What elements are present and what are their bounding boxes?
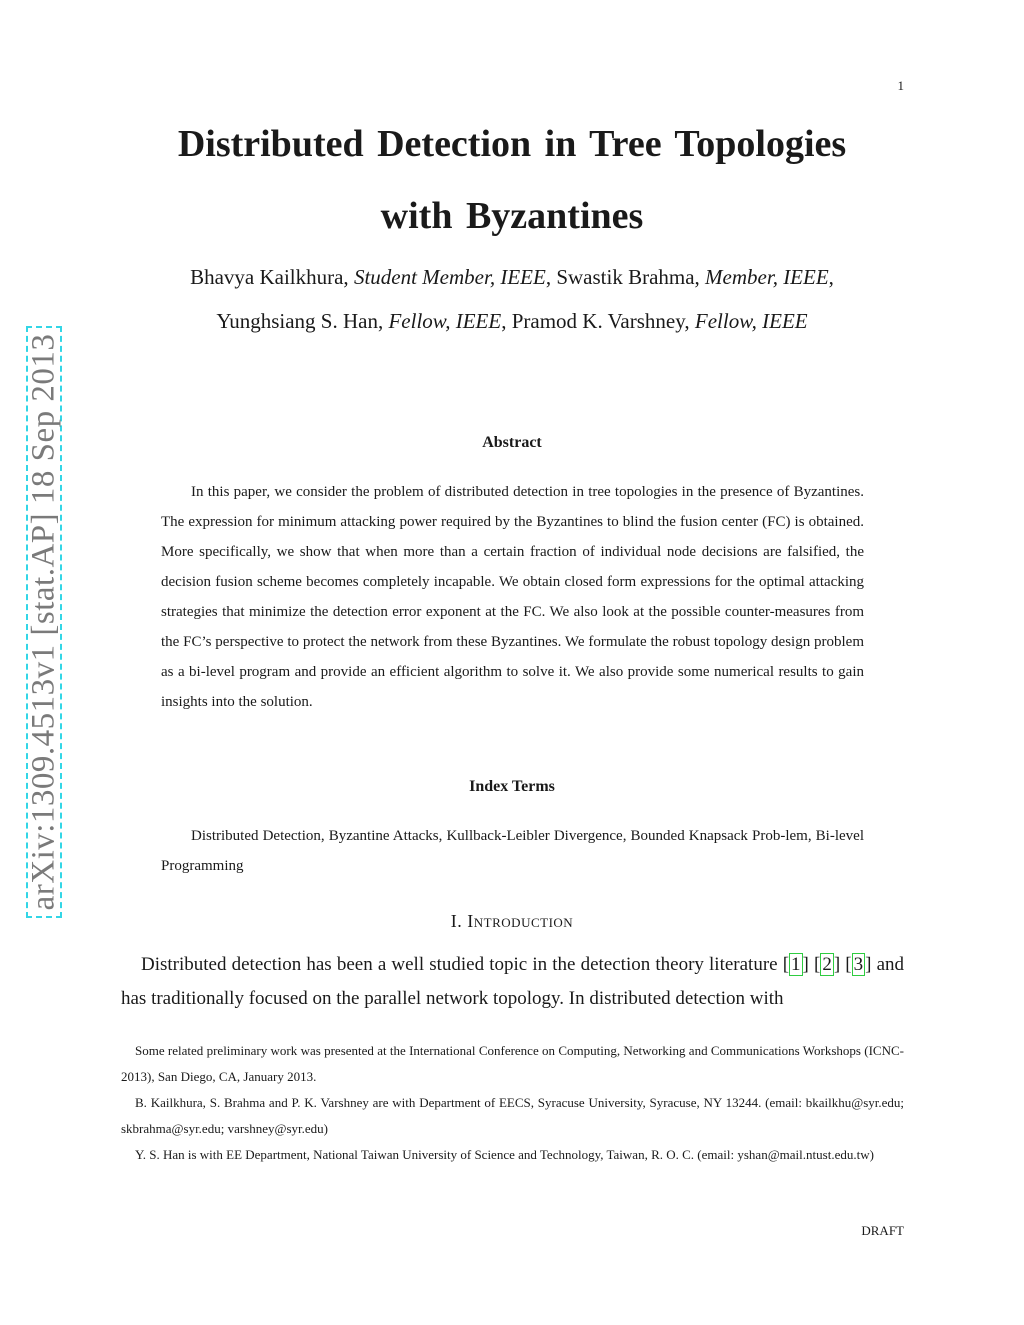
author-name: , Swastik Brahma, <box>545 265 706 289</box>
section-number: I. <box>450 911 468 931</box>
introduction-paragraph: Distributed detection has been a well studied topic in the detection theory literature [ 1 ] [ 2 ] [ 3 ] and has traditionally focused on the parallel network topology. In distributed detection with <box>121 954 904 1009</box>
draft-label: DRAFT <box>861 1223 904 1238</box>
author-membership: Fellow, IEEE <box>694 309 808 333</box>
page-number: 1 <box>897 78 904 93</box>
author-membership: Student Member, IEEE <box>353 265 546 289</box>
author-line-1 <box>120 255 904 299</box>
footnotes <box>121 1038 904 1168</box>
author-line-2 <box>120 299 904 343</box>
arxiv-identifier-stamp[interactable] <box>26 326 62 918</box>
section-title-initial: I <box>467 911 474 931</box>
author-membership: Fellow, IEEE <box>388 309 502 333</box>
introduction-text: and has traditionally focused on the parallel network topology. In distributed detection with <box>121 954 904 1009</box>
section-heading-introduction <box>120 911 904 932</box>
author-membership: Member, IEEE <box>705 265 829 289</box>
footnote-preliminary-work: Some related preliminary work was presented at the International Conference on Computing, Networking and Communications Workshops (ICNC-2013), San Diego, CA, January 2013. <box>121 1043 904 1084</box>
footnote-affiliation-syracuse: B. Kailkhura, S. Brahma and P. K. Varshney are with Department of EECS, Syracuse University, Syracuse, NY 13244. (email: bkailkhu@syr.edu; skbrahma@syr.edu; varshney@syr.edu) <box>121 1095 904 1136</box>
index-terms-text: Distributed Detection, Byzantine Attacks, Kullback-Leibler Divergence, Bounded Knapsack Prob-lem, Bi-level Programming <box>161 828 864 874</box>
index-terms-heading: Index Terms <box>469 778 555 795</box>
paper-title-line-2: with Byzantines <box>380 195 644 237</box>
author-list <box>120 255 904 343</box>
citation-link-1[interactable]: 1 <box>791 954 801 975</box>
introduction-text: Distributed detection has been a well studied topic in the detection theory literature <box>141 954 783 975</box>
footnote-affiliation-taiwan: Y. S. Han is with EE Department, National Taiwan University of Science and Technology, Taiwan, R. O. C. (email: yshan@mail.ntust.edu.tw) <box>135 1147 874 1162</box>
author-name: Yunghsiang S. Han, <box>216 309 389 333</box>
author-name: Bhavya Kailkhura, <box>190 265 354 289</box>
author-separator: , <box>828 265 834 289</box>
author-name: , Pramod K. Varshney, <box>501 309 695 333</box>
citation-link-2[interactable]: 2 <box>822 954 832 975</box>
abstract-text: In this paper, we consider the problem of distributed detection in tree topologies in the presence of Byzantines. The expression for minimum attacking power required by the Byzantines to blind the fusion center (FC) is obtained. More specifically, we show that when more than a certain fraction of individual node decisions are falsified, the decision fusion scheme becomes completely incapable. We obtain closed form expressions for the optimal attacking strategies that minimize the detection error exponent at the FC. We also look at the possible counter-measures from the FC’s perspective to protect the network from these Byzantines. We formulate the robust topology design problem as a bi-level program and provide an efficient algorithm to solve it. We also provide some numerical results to gain insights into the solution. <box>161 484 864 710</box>
section-title-rest: ntroduction <box>473 911 574 931</box>
citation-link-3[interactable]: 3 <box>853 954 864 975</box>
arxiv-identifier-text: arXiv:1309.4513v1 [stat.AP] 18 Sep 2013 <box>25 333 62 911</box>
paper-title <box>120 108 904 252</box>
abstract-heading: Abstract <box>482 434 542 451</box>
paper-title-line-1: Distributed Detection in Tree Topologies <box>177 123 847 165</box>
